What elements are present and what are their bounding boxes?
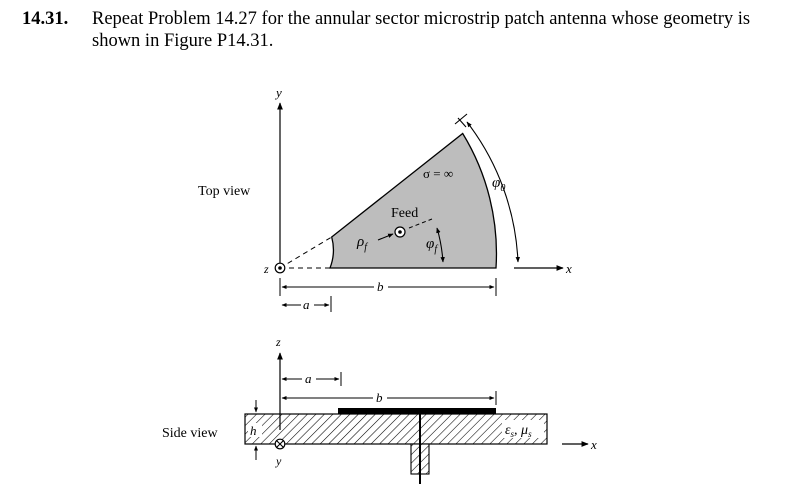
dashed-edge-upper <box>280 237 332 268</box>
side-x-label: x <box>591 437 597 452</box>
dim-a-label: a <box>303 297 310 312</box>
top-view-label: Top view <box>198 184 251 199</box>
problem-text: Repeat Problem 14.27 for the annular sector microstrip patch antenna whose geometry is shown in Figure P14.31. <box>92 9 751 51</box>
side-y-label: y <box>276 454 282 468</box>
annular-sector-patch <box>330 134 496 269</box>
side-view-label: Side view <box>162 426 218 441</box>
rho-f-label: $\rho_f$ <box>357 234 367 253</box>
material-label: $\varepsilon_s$, $\mu_s$ <box>505 423 532 439</box>
phi-0-tick-upper <box>455 114 467 124</box>
phi-0-tick-upper-cross <box>458 118 466 127</box>
dim-h-label: h <box>250 423 257 438</box>
origin-z-dot <box>278 266 282 270</box>
substrate <box>245 414 547 444</box>
problem-number: 14.31. <box>22 9 69 29</box>
feed-label: Feed <box>391 206 419 221</box>
conductor-label: σ = ∞ <box>423 166 454 181</box>
patch-conductor <box>338 408 496 414</box>
feed-point-dot <box>398 230 402 234</box>
side-z-label: z <box>276 335 281 349</box>
side-dim-a-label: a <box>305 371 312 386</box>
dim-b-label: b <box>377 279 384 294</box>
top-view <box>198 85 572 312</box>
top-x-label: x <box>566 261 572 276</box>
phi-f-label: $\varphi_f$ <box>426 236 438 255</box>
side-dim-b-label: b <box>376 390 383 405</box>
side-view <box>162 335 597 484</box>
phi-0-label: $\varphi_0$ <box>492 175 506 194</box>
top-y-label: y <box>276 85 282 100</box>
top-z-label: z <box>264 262 269 276</box>
